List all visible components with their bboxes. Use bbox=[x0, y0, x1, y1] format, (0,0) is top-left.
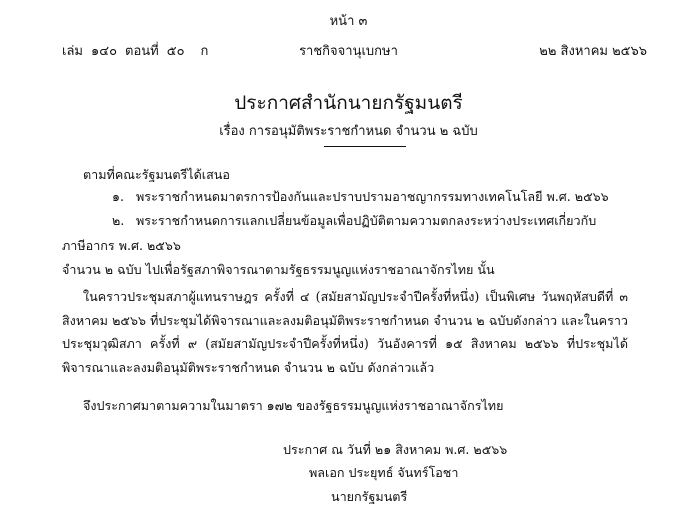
submission-line: จำนวน ๒ ฉบับ ไปเพื่อรัฐสภาพิจารณาตามรัฐธรรมนูญแห่งราชอาณาจักรไทย นั้น bbox=[62, 262, 495, 277]
volume-label: เล่ม bbox=[62, 44, 83, 59]
signature-date: ประกาศ ณ วันที่ ๒๑ สิงหาคม พ.ศ. ๒๕๖๖ bbox=[283, 442, 508, 457]
signatory-position: นายกรัฐมนตรี bbox=[331, 489, 408, 504]
list-item bbox=[112, 211, 596, 231]
list-item-continuation: ภาษีอากร พ.ศ. ๒๕๖๖ bbox=[62, 238, 181, 253]
page-number: หน้า ๓ bbox=[329, 14, 368, 29]
issue-label: ตอนที่ bbox=[125, 44, 159, 59]
signatory-name: พลเอก ประยุทธ์ จันทร์โอชา bbox=[309, 465, 459, 480]
volume-number: ๑๔๐ bbox=[90, 44, 118, 59]
list-item-text: พระราชกำหนดมาตรการป้องกันและปราบปรามอาชญากรรมทางเทคโนโลยี พ.ศ. ๒๕๖๖ bbox=[136, 189, 609, 204]
body-paragraph: ในคราวประชุมสภาผู้แทนราษฎร ครั้งที่ ๔ (สมัยสามัญประจำปีครั้งที่หนึ่ง) เป็นพิเศษ วันพฤหัสบดีที่ ๓ สิงหาคม ๒๕๖๖ ที่ประชุมได้พิจารณาและลงมติอนุมัติพระราชกำหนด จำนวน ๒ ฉบับดังกล่าว และในคราวประชุมวุฒิสภา ครั้งที่ ๙ (สมัยสามัญประจำปีครั้งที่หนึ่ง) วันอังคารที่ ๑๕ สิงหาคม ๒๕๖๖ ที่ประชุมได้พิจารณาและลงมติอนุมัติพระราชกำหนด จำนวน ๒ ฉบับ ดังกล่าวแล้ว bbox=[62, 289, 628, 375]
title-divider bbox=[324, 146, 406, 147]
list-item-number: ๒. bbox=[112, 213, 125, 228]
list-item-number: ๑. bbox=[112, 189, 124, 204]
gazette-name: ราชกิจจานุเบกษา bbox=[299, 44, 398, 59]
issue-number: ๕๐ bbox=[166, 44, 185, 59]
announcement-title: ประกาศสำนักนายกรัฐมนตรี bbox=[234, 92, 463, 114]
closing-line: จึงประกาศมาตามความในมาตรา ๑๗๒ ของรัฐธรรมนูญแห่งราชอาณาจักรไทย bbox=[83, 398, 504, 413]
gazette-date: ๒๒ สิงหาคม ๒๕๖๖ bbox=[539, 44, 647, 59]
list-item-text: พระราชกำหนดการแลกเปลี่ยนข้อมูลเพื่อปฏิบัติตามความตกลงระหว่างประเทศเกี่ยวกับ bbox=[136, 213, 597, 228]
intro-line: ตามที่คณะรัฐมนตรีได้เสนอ bbox=[83, 167, 230, 182]
list-item bbox=[112, 187, 609, 207]
section-letter: ก bbox=[200, 44, 209, 59]
announcement-subject: เรื่อง การอนุมัติพระราชกำหนด จำนวน ๒ ฉบับ bbox=[219, 124, 478, 139]
